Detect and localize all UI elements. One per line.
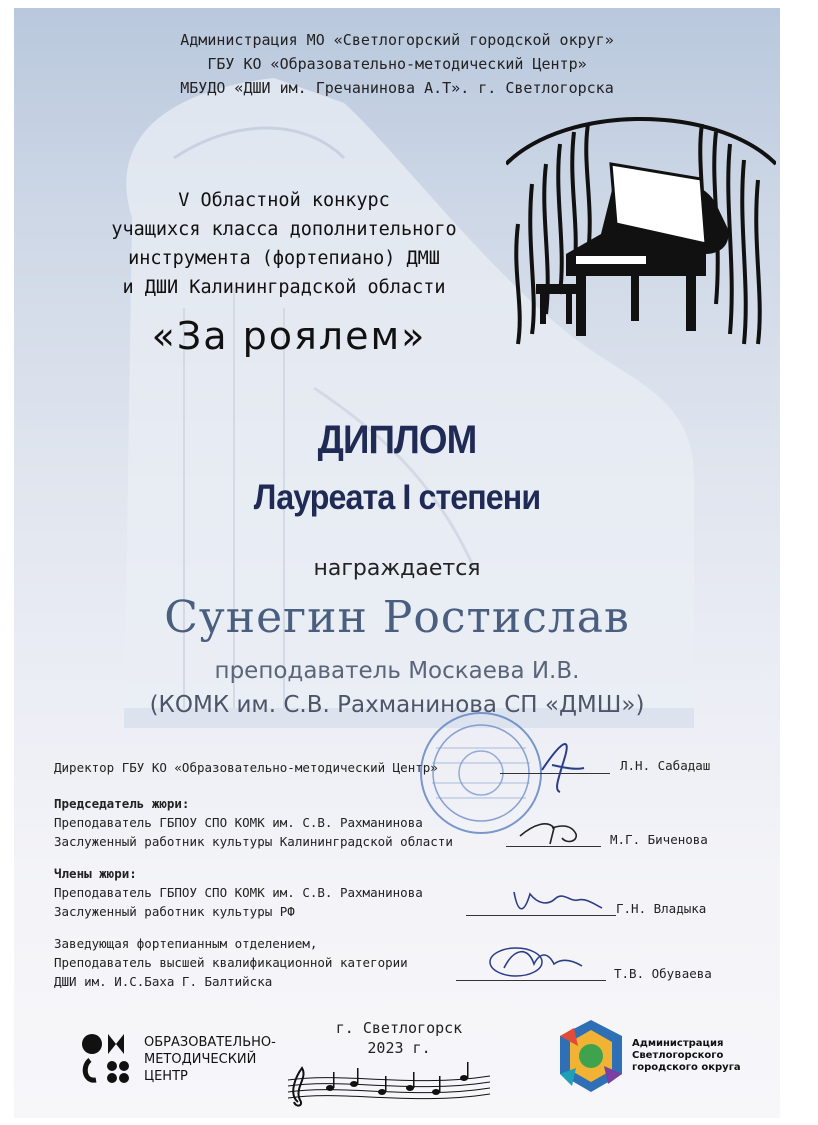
diploma-sheet bbox=[14, 8, 780, 1118]
member2-name: Т.В. Обуваева bbox=[614, 966, 712, 981]
header-line-school: МБУДО «ДШИ им. Гречанинова А.Т». г. Светлогорска bbox=[180, 79, 614, 97]
director-name: Л.Н. Сабадаш bbox=[620, 758, 711, 773]
diploma-degree: Лауреата I степени bbox=[253, 478, 541, 517]
admin-line-1: Администрация bbox=[632, 1038, 724, 1049]
chair-name: М.Г. Биченова bbox=[610, 832, 708, 847]
admin-line-3: городского округа bbox=[632, 1062, 741, 1073]
omc-logo-text bbox=[144, 1034, 276, 1085]
institution-name: (КОМК им. С.В. Рахманинова СП «ДМШ») bbox=[149, 692, 645, 718]
omc-line-1: ОБРАЗОВАТЕЛЬНО- bbox=[144, 1035, 276, 1050]
city-name: г. Светлогорск bbox=[335, 1019, 463, 1037]
administration-logo bbox=[554, 1016, 774, 1106]
chair-signature bbox=[514, 814, 594, 850]
header-line-center: ГБУ КО «Образовательно-методический Центр» bbox=[207, 55, 587, 73]
chair-line-1: Преподаватель ГБПОУ СПО КОМК им. С.В. Рахманинова bbox=[54, 815, 423, 830]
place-and-date bbox=[284, 1018, 514, 1058]
diploma-title: ДИПЛОМ bbox=[317, 418, 477, 462]
omc-logo-icon bbox=[80, 1026, 136, 1088]
contest-line-4: и ДШИ Калининградской области bbox=[122, 277, 446, 298]
contest-line-1: V Областной конкурс bbox=[178, 190, 390, 211]
member1-line-1: Преподаватель ГБПОУ СПО КОМК им. С.В. Рахманинова bbox=[54, 885, 423, 900]
contest-line-3: инструмента (фортепиано) ДМШ bbox=[128, 248, 440, 269]
awarded-label: награждается bbox=[313, 556, 481, 581]
omc-line-3: ЦЕНТР bbox=[144, 1069, 188, 1084]
omc-logo bbox=[80, 1026, 280, 1096]
contest-line-2: учащихся класса дополнительного bbox=[111, 219, 457, 240]
svetlogorsk-emblem-icon bbox=[554, 1016, 628, 1096]
administration-logo-text bbox=[632, 1038, 741, 1074]
music-staff-decoration bbox=[284, 1058, 494, 1108]
contest-description bbox=[54, 186, 514, 302]
member1-signature-block bbox=[54, 864, 423, 921]
chair-heading: Председатель жюри: bbox=[54, 796, 190, 811]
member2-line-2: Преподаватель высшей квалификационной категории bbox=[54, 955, 408, 970]
header-line-administration: Администрация МО «Светлогорский городской округ» bbox=[180, 31, 614, 49]
recipient-name: Сунегин Ростислав bbox=[164, 592, 630, 643]
director-signature-block bbox=[54, 758, 438, 777]
grand-piano-icon bbox=[506, 104, 776, 354]
member2-line-1: Заведующая фортепианным отделением, bbox=[54, 936, 318, 951]
director-signature bbox=[532, 730, 592, 800]
members-heading: Члены жюри: bbox=[54, 866, 137, 881]
member2-signature-block bbox=[54, 934, 408, 991]
member1-signature bbox=[508, 884, 608, 918]
member2-signature bbox=[484, 938, 594, 982]
chair-line-2: Заслуженный работник культуры Калининградской области bbox=[54, 834, 453, 849]
director-title: Директор ГБУ КО «Образовательно-методический Центр» bbox=[54, 760, 438, 775]
organizers-header bbox=[14, 28, 780, 100]
member2-line-3: ДШИ им. И.С.Баха Г. Балтийска bbox=[54, 974, 273, 989]
member1-name: Г.Н. Владыка bbox=[616, 901, 707, 916]
teacher-name: преподаватель Москаева И.В. bbox=[214, 658, 580, 684]
contest-name: «За роялем» bbox=[151, 314, 427, 358]
year: 2023 г. bbox=[367, 1039, 431, 1057]
admin-line-2: Светлогорского bbox=[632, 1050, 724, 1061]
chair-signature-block bbox=[54, 794, 453, 851]
omc-line-2: МЕТОДИЧЕСКИЙ bbox=[144, 1052, 257, 1067]
member1-line-2: Заслуженный работник культуры РФ bbox=[54, 904, 295, 919]
